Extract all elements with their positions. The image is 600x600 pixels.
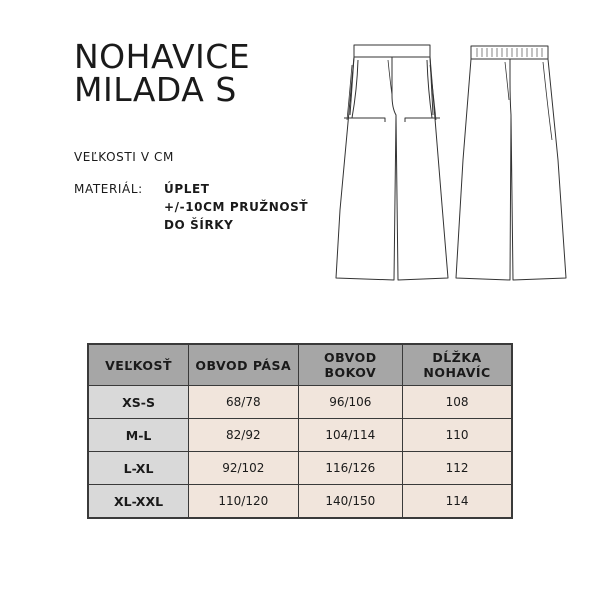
header-length: DĹŽKA NOHAVÍC xyxy=(403,345,512,386)
cell-length: 110 xyxy=(403,419,512,452)
cell-size: M-L xyxy=(89,419,189,452)
header-waist: OBVOD PÁSA xyxy=(189,345,298,386)
cell-hips: 104/114 xyxy=(298,419,403,452)
header-size: VEĽKOSŤ xyxy=(89,345,189,386)
cell-waist: 82/92 xyxy=(189,419,298,452)
pants-back-icon xyxy=(456,46,566,280)
material-line: ÚPLET xyxy=(164,182,210,196)
cell-size: XS-S xyxy=(89,386,189,419)
cell-size: L-XL xyxy=(89,452,189,485)
table-row xyxy=(89,452,512,485)
cell-hips: 116/126 xyxy=(298,452,403,485)
cell-length: 108 xyxy=(403,386,512,419)
table-row xyxy=(89,419,512,452)
cell-hips: 140/150 xyxy=(298,485,403,518)
title-line-1: NOHAVICE xyxy=(74,37,251,76)
material-line: +/-10CM PRUŽNOSŤ xyxy=(164,200,309,214)
table-row xyxy=(89,485,512,518)
pants-illustration xyxy=(330,40,570,285)
sizes-note: VEĽKOSTI V CM xyxy=(74,150,174,164)
cell-waist: 92/102 xyxy=(189,452,298,485)
cell-waist: 68/78 xyxy=(189,386,298,419)
pants-front-icon xyxy=(336,45,448,280)
cell-waist: 110/120 xyxy=(189,485,298,518)
header-hips: OBVOD BOKOV xyxy=(298,345,403,386)
table-header-row xyxy=(89,345,512,386)
table-row xyxy=(89,386,512,419)
page-title xyxy=(74,37,251,109)
size-table xyxy=(88,344,512,518)
title-line-2: MILADA S xyxy=(74,70,237,109)
cell-length: 112 xyxy=(403,452,512,485)
cell-size: XL-XXL xyxy=(89,485,189,518)
material-line: DO ŠÍRKY xyxy=(164,218,234,232)
material-lines xyxy=(164,180,308,234)
material-label: MATERIÁL: xyxy=(74,182,143,196)
cell-hips: 96/106 xyxy=(298,386,403,419)
cell-length: 114 xyxy=(403,485,512,518)
